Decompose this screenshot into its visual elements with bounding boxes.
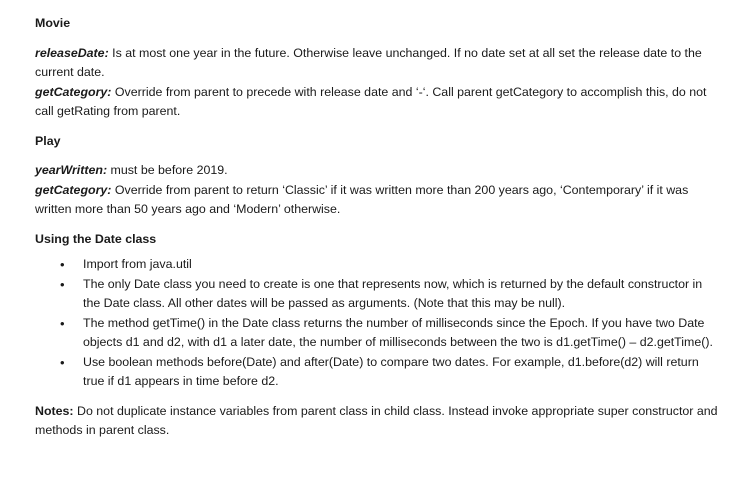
list-item: [60, 275, 718, 314]
release-date-term: releaseDate:: [35, 45, 109, 60]
bullet-icon: •: [60, 257, 65, 272]
play-section: [35, 132, 718, 220]
year-written-term: yearWritten:: [35, 163, 108, 177]
date-class-heading: Using the Date class: [35, 231, 157, 246]
movie-section: [35, 14, 718, 122]
bullet-text: The method getTime() in the Date class returns the number of milliseconds since the Epoch. If you have two Date objects d1 and d2, with d1 a later date, the number of milliseconds between the two is d1.getTime() – d2.getTime().: [83, 315, 713, 349]
date-class-bullet-list: [35, 255, 718, 392]
play-category-paragraph: [35, 181, 718, 220]
play-year-paragraph: [35, 161, 718, 181]
release-date-text: Is at most one year in the future. Otherwise leave unchanged. If no date set at all set the release date to the current date.: [35, 45, 702, 79]
date-class-section: [35, 230, 718, 392]
bullet-text: Import from java.util: [83, 257, 192, 271]
bullet-icon: •: [60, 315, 65, 331]
list-item: [60, 255, 718, 275]
list-item: [60, 353, 718, 392]
play-get-category-text: Override from parent to return ‘Classic’ if it was written more than 200 years ago, ‘Contemporary’ if it was written more than 50 years ago and ‘Modern’ otherwise.: [35, 182, 689, 216]
movie-get-category-text: Override from parent to precede with release date and ‘-‘. Call parent getCategory to accomplish this, do not call getRating from parent.: [35, 84, 707, 118]
list-item: [60, 314, 718, 353]
bullet-text: The only Date class you need to create is one that represents now, which is returned by the default constructor in the Date class. All other dates will be passed as arguments. (Note that this may be null).: [83, 276, 703, 310]
bullet-text: Use boolean methods before(Date) and after(Date) to compare two dates. For example, d1.before(d2) will return true if d1 appears in time before d2.: [83, 354, 699, 388]
notes-paragraph: [35, 402, 718, 441]
play-get-category-term: getCategory:: [35, 182, 112, 197]
movie-release-paragraph: [35, 44, 718, 83]
notes-section: [35, 402, 718, 441]
movie-category-paragraph: [35, 83, 718, 122]
notes-label: Notes:: [35, 403, 74, 418]
play-heading: Play: [35, 133, 61, 148]
movie-get-category-term: getCategory:: [35, 84, 112, 99]
bullet-icon: •: [60, 354, 65, 370]
bullet-icon: •: [60, 276, 65, 292]
year-written-text: must be before 2019.: [107, 163, 228, 177]
notes-text: Do not duplicate instance variables from parent class in child class. Instead invoke appropriate super constructor and methods in parent class.: [35, 403, 718, 437]
movie-heading: Movie: [35, 16, 71, 30]
